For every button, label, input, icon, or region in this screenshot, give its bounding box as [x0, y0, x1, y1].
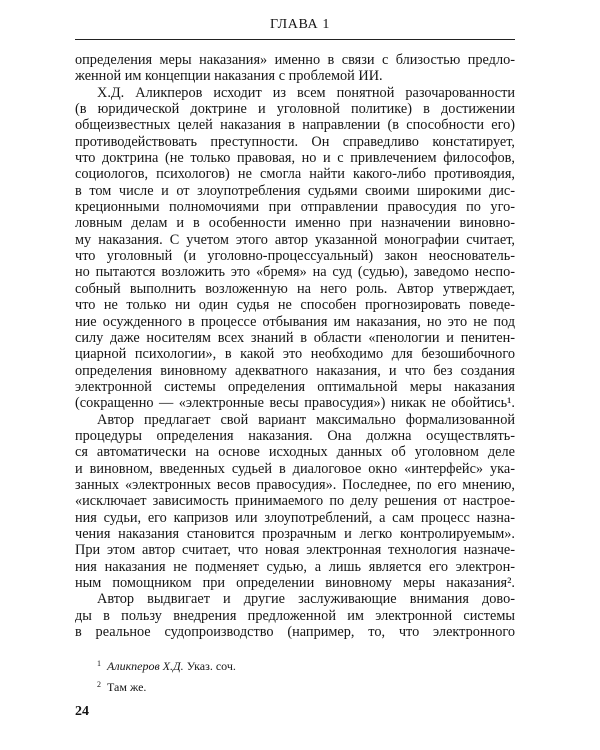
text-line: «исключает зависимость принимаемого по делу решения от настрое- [75, 493, 515, 510]
page-number: 24 [75, 704, 89, 719]
paragraph [75, 85, 515, 412]
footnote-text: Там же. [107, 679, 147, 694]
text-line: собный выполнить возложенную на него роль. Автор утверждает, [75, 280, 515, 297]
text-line: ловным делам и в особенности именно при назначении виновно- [75, 215, 515, 232]
text-line: и виновном, введенных судьей в диалоговое окно «интерфейс» ука- [75, 460, 515, 477]
text-line: занных «электронных весов правосудия». Последнее, по его мнению, [75, 476, 515, 493]
text-line: ния наказания не подменяет судью, а лишь является его электрон- [75, 558, 515, 575]
text-line: женной им концепции наказания с проблемой ИИ. [75, 68, 383, 85]
text-line: электронной системы определения оптимальной меры наказания [75, 378, 515, 395]
text-line: что не только ни один судья не способен прогнозировать поведе- [75, 297, 515, 314]
text-line: ния судьи, его капризов или злоупотреблений, а сам процесс назна- [75, 509, 515, 526]
text-line: что доктрина (не только правовая, но и с привлечением философов, [75, 150, 515, 167]
footnote-text: Указ. соч. [186, 659, 236, 673]
text-line: социологов, психологов) не смогла найти какого-либо противоядия, [75, 166, 515, 183]
text-line: противодействовать преступности. Он справедливо констатирует, [75, 133, 515, 150]
text-line: ды в пользу внедрения предложенной им электронной системы [75, 607, 515, 624]
text-line: в реальное судопроизводство (например, то, что электронного [75, 624, 515, 641]
text-line: общеизвестных целей наказания в направлении (в способности его) [75, 117, 515, 134]
footnote-mark: 2 [97, 679, 101, 689]
text-line: Автор выдвигает и другие заслуживающие внимания дово- [97, 591, 515, 608]
text-line: (сокращенно — «электронные весы правосудия») никак не обойтись¹. [75, 395, 515, 412]
footnote [75, 655, 515, 676]
text-line: но пытаются возложить это «бремя» на суд (судью), заведомо неспо- [75, 264, 515, 281]
footnote-mark: 1 [97, 659, 101, 668]
footnotes [75, 655, 515, 696]
text-line: креционными полномочиями при отправлении правосудия по уго- [75, 199, 515, 216]
text-line: определения виновному адекватного наказания, и что без создания [75, 362, 515, 379]
paragraph [75, 591, 515, 640]
paragraph [75, 412, 515, 592]
text-line: При этом автор считает, что новая электронная технология назначе- [75, 542, 515, 559]
text-line: что уголовный (и уголовно-процессуальный) закон неоснователь- [75, 248, 515, 265]
running-header: ГЛАВА 1 [270, 17, 330, 32]
text-line: определения меры наказания» именно в связи с близостью предло- [75, 52, 515, 68]
text-line: му наказания. С учетом этого автор указанной монографии считает, [75, 231, 515, 248]
text-line: Автор предлагает свой вариант максимально формализованной [97, 411, 515, 428]
text-line: (в юридической доктрине и уголовной политике) в достижении [75, 101, 515, 118]
text-line: силу даже носителям всех знаний в области «пенологии и пенитен- [75, 329, 515, 346]
text-line: чения наказания становится прозрачным и легко контролируемым». [75, 525, 515, 542]
text-line: в том числе и от злоупотребления судьями своими широкими дис- [75, 182, 515, 199]
body-text [75, 52, 515, 640]
text-line: ным помощником при определении виновному меры наказания². [75, 575, 515, 591]
text-line: процедуры определения наказания. Она должна осуществлять- [75, 427, 515, 444]
footnote-author: Аликперов Х.Д. [107, 659, 184, 673]
text-line: ние осужденного в процессе отбывания им наказания, но это не под [75, 313, 515, 330]
text-line: ся автоматически на основе исходных данных об уголовном деле [75, 444, 515, 461]
paragraph [75, 52, 515, 85]
header-rule [75, 39, 515, 40]
text-line: циарной психологии», в какой это необходимо для безошибочного [75, 346, 515, 363]
text-line: Х.Д. Аликперов исходит из всем понятной разочарованности [97, 84, 515, 101]
footnote [75, 676, 515, 697]
